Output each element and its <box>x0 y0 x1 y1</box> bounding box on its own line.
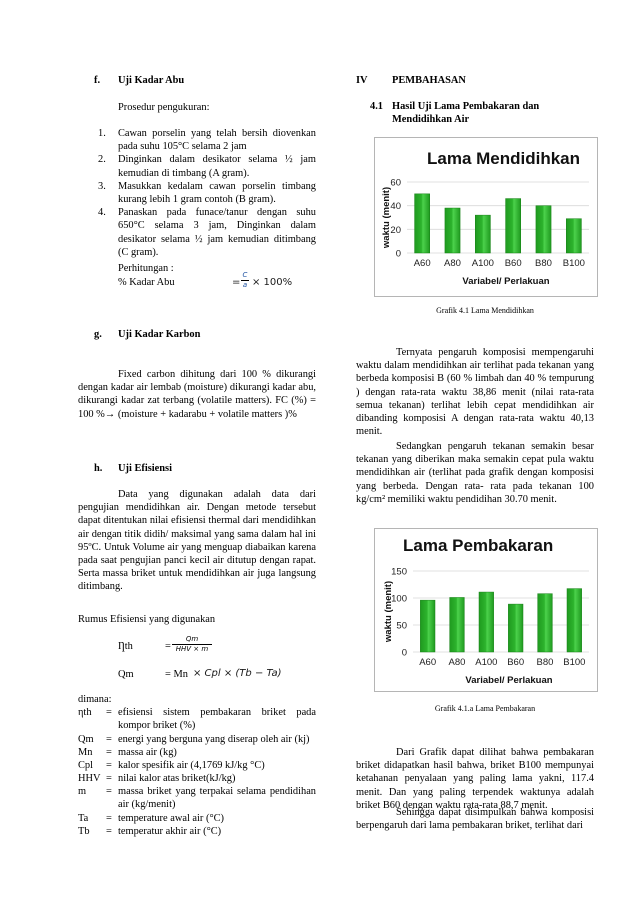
y-tick-label: 150 <box>391 566 407 578</box>
definition-item: Mn = massa air (kg) <box>78 747 177 758</box>
bar-a100 <box>479 592 494 652</box>
x-tick-label: A100 <box>471 258 494 269</box>
y-tick-label: 20 <box>390 224 401 236</box>
x-tick-label: A100 <box>475 657 498 668</box>
section-h-heading: Uji Efisiensi <box>118 463 172 474</box>
section-f-heading: Uji Kadar Abu <box>118 75 185 86</box>
qm-label: Qm <box>118 669 134 680</box>
y-tick-label: 100 <box>391 593 407 605</box>
x-axis-label: Variabel/ Perlakuan <box>465 675 553 686</box>
section-g-heading: Uji Kadar Karbon <box>118 329 201 340</box>
definition-item: HHV = nilai kalor atas briket(kJ/kg) <box>78 773 236 784</box>
carbon-paragraph: Fixed carbon dihitung dari 100 % dikurangi dengan kadar air lembab (moisture) dikurangi kadar abu, dikurangi kadar zat terbang (volatile matters). FC (%) = 100 %→ (moisture + kadarabu + volatile matters )% <box>78 369 316 420</box>
x-tick-label: A80 <box>448 657 466 668</box>
bar-b60 <box>508 604 523 652</box>
chart-lama-pembakaran <box>374 528 598 692</box>
procedure-step: 1. Cawan porselin yang telah bersih diovenkan pada suhu 105°C selama 2 jam <box>98 128 316 153</box>
definition-item: Qm = energi yang berguna yang diserap oleh air (kj) <box>78 734 310 745</box>
x-tick-label: B80 <box>535 258 552 269</box>
x-axis-label: Variabel/ Perlakuan <box>462 276 550 287</box>
qm-eq: = Mn <box>165 669 188 680</box>
bar-b80 <box>536 206 551 253</box>
procedure-step: 2. Dinginkan dalam desikator selama ½ jam kemudian di timbang (A gram). <box>98 154 316 179</box>
subsection-number: 4.1 <box>370 101 383 112</box>
x-tick-label: A60 <box>413 258 431 269</box>
y-tick-label: 50 <box>396 620 407 632</box>
definition-item: Ta = temperature awal air (°C) <box>78 813 224 824</box>
procedure-intro: Prosedur pengukuran: <box>118 102 210 113</box>
section-h-number: h. <box>94 463 103 474</box>
ash-formula-rest: × 100% <box>252 277 293 288</box>
ash-formula-eq: = <box>232 277 241 288</box>
chart-title: Lama Pembakaran <box>403 536 554 555</box>
x-tick-label: B60 <box>504 258 522 269</box>
paragraph-mendidihkan-2: Sedangkan pengaruh tekanan semakin besar tekanan yang diberikan maka semakin cepat pula waktu mendidihkan air (terlihat pada grafik dengan komposisi yang berbeda. Dengan rata- rata pada tekanan 100 kg/cm² memiliki waktu pendidihan 30.70 menit. <box>356 441 594 505</box>
eta-eq: = <box>165 641 171 652</box>
x-tick-label: B80 <box>536 657 554 668</box>
bar-b100 <box>567 589 582 652</box>
bar-a80 <box>450 597 465 652</box>
y-tick-label: 0 <box>395 248 401 260</box>
bar-b100 <box>566 219 581 253</box>
bar-a60 <box>415 194 430 253</box>
x-tick-label: B60 <box>507 657 525 668</box>
bar-b80 <box>538 594 553 652</box>
x-tick-label: B100 <box>562 258 585 269</box>
paragraph-pembakaran-2: Sehingga dapat disimpulkan bahwa komposisi berpengaruh dari lama pembakaran briket, terlihat dari <box>356 807 594 832</box>
y-axis-label: waktu (menit) <box>383 580 394 643</box>
section-f-number: f. <box>94 75 101 86</box>
paragraph-pembakaran-1: Dari Grafik dapat dilihat bahwa pembakaran briket didapatkan hasil bahwa, briket B100 mempunyai ketahanan penyalaan yang paling lama yakni, 117.4 menit. Dan yang paling terpendek waktunya adalah briket B60 dengan waktu rata-rata 88,7 menit. <box>356 747 594 811</box>
eta-label: Ƞth <box>118 641 133 652</box>
subsection-title-line2: Mendidihkan Air <box>392 114 470 125</box>
dimana-label: dimana: <box>78 694 112 705</box>
qm-formula-rest: × Cpl × (Tb − Ta) <box>193 668 282 679</box>
section-g-number: g. <box>94 329 102 340</box>
definition-item: Tb = temperatur akhir air (°C) <box>78 826 222 837</box>
calculation-label: Perhitungan : <box>118 263 174 274</box>
procedure-step: 4. Panaskan pada funace/tanur dengan suhu 650°C selama 3 jam, Dinginkan dalam desikator selama ½ jam kemudian ditimbang (C gram). <box>98 207 316 258</box>
chart-2-caption: Grafik 4.1.a Lama Pembakaran <box>434 704 536 713</box>
chart-lama-pembakaran-svg <box>375 529 597 691</box>
definition-item: Cpl = kalor spesifik air (4,1769 kJ/kg °C) <box>78 760 265 771</box>
x-tick-label: A80 <box>444 258 461 269</box>
paragraph-mendidihkan-1: Ternyata pengaruh komposisi mempengaruhi waktu dalam mendidihkan air terlihat pada tekanan yang berbeda komposisi B (60 % limbah dan 40 % tempurung ) dengan rata-rata waktu 38,86 menit (nilai rata-rata semua tekanan) terlihat lebih cepat mendidihkan air dibanding komposisi A dengan rata-rata waktu 40,13 menit. <box>356 347 594 438</box>
section-iv-title: PEMBAHASAN <box>392 75 466 86</box>
ash-content-label: % Kadar Abu <box>118 277 175 288</box>
bar-a80 <box>445 208 460 253</box>
bar-a60 <box>420 600 435 652</box>
x-tick-label: B100 <box>563 657 586 668</box>
procedure-steps <box>88 127 316 259</box>
section-iv-number: IV <box>356 75 368 86</box>
bar-b60 <box>506 199 521 253</box>
subsection-title-line1: Hasil Uji Lama Pembakaran dan <box>392 101 540 112</box>
y-tick-label: 0 <box>401 647 407 659</box>
efficiency-paragraph: Data yang digunakan adalah data dari pengujian mendidihkan air. Dengan metode tersebut dapat ditentukan nilai efisiensi thermal dari mendidihkan air dengan titik didih/ maksimal yang sama dalam hal ini 95ºC. Untuk Volume air yang menguap diabaikan karena pada saat pengujian panci kecil air ditutup dengan rapat. Serta massa briket untuk mendidihkan air juga langsung ditimbang. <box>78 489 316 593</box>
y-axis-label: waktu (menit) <box>381 186 392 249</box>
definition-item: ηth = efisiensi sistem pembakaran briket pada kompor briket (%) <box>78 707 316 732</box>
chart-title: Lama Mendidihkan <box>427 149 581 168</box>
chart-lama-mendidihkan <box>374 137 598 297</box>
chart-1-caption: Grafik 4.1 Lama Mendidihkan <box>436 306 534 315</box>
definition-item: m = massa briket yang terpakai selama pendidihan air (kg/menit) <box>78 786 316 811</box>
chart-lama-mendidihkan-svg <box>375 138 597 296</box>
bar-a100 <box>475 215 490 253</box>
y-tick-label: 40 <box>390 201 401 213</box>
y-tick-label: 60 <box>390 177 401 189</box>
x-tick-label: A60 <box>419 657 437 668</box>
procedure-step: 3. Masukkan kedalam cawan porselin timbang kurang lebih 1 gram contoh (B gram). <box>98 180 316 206</box>
formula-title: Rumus Efisiensi yang digunakan <box>78 614 216 625</box>
ash-formula-fraction: C a <box>242 271 248 289</box>
eta-fraction: Qm HHV × m <box>172 636 212 653</box>
